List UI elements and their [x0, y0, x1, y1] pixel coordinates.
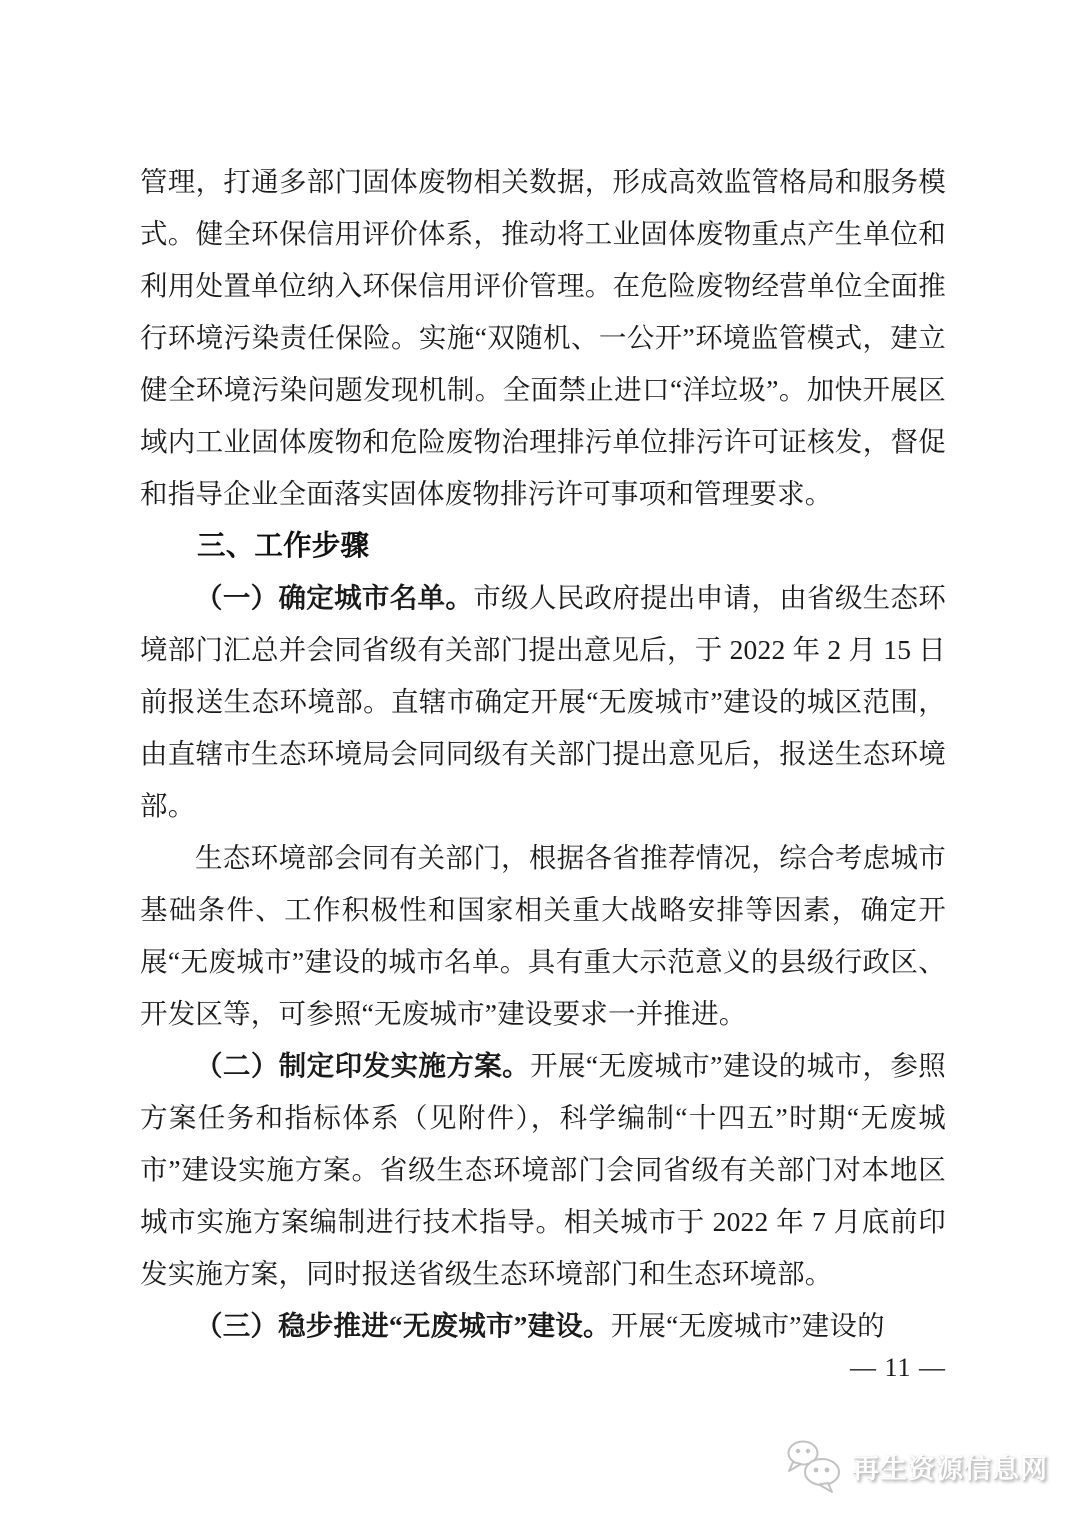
paragraph-3 [140, 1040, 946, 1300]
paragraph-1-text: 市级人民政府提出申请，由省级生态环境部门汇总并会同省级有关部门提出意见后，于 2022 年 2 月 15 日前报送生态环境部。直辖市确定开展“无废城市”建设的城区范围，由直辖市生态环境局会同同级有关部门提出意见后，报送生态环境部。 [140, 582, 947, 821]
paragraph-4-lead: （三）稳步推进“无废城市”建设。 [195, 1310, 611, 1341]
watermark [784, 1438, 1048, 1494]
paragraph-2-text: 生态环境部会同有关部门，根据各省推荐情况，综合考虑城市基础条件、工作积极性和国家相关重大战略安排等因素，确定开展“无废城市”建设的城市名单。具有重大示范意义的县级行政区、开发区等，可参照“无废城市”建设要求一并推进。 [140, 842, 946, 1029]
paragraph-continuation: 管理，打通多部门固体废物相关数据，形成高效监管格局和服务模式。健全环保信用评价体系，推动将工业固体废物重点产生单位和利用处置单位纳入环保信用评价管理。在危险废物经营单位全面推行环境污染责任保险。实施“双随机、一公开”环境监管模式，建立健全环境污染问题发现机制。全面禁止进口“洋垃圾”。加快开展区域内工业固体废物和危险废物治理排污单位排污许可证核发，督促和指导企业全面落实固体废物排污许可事项和管理要求。 [140, 166, 946, 509]
wechat-icon [784, 1438, 844, 1494]
paragraph-3-lead: （二）制定印发实施方案。 [195, 1050, 531, 1081]
paragraph-3-text: 开展“无废城市”建设的城市，参照方案任务和指标体系（见附件），科学编制“十四五”时期“无废城市”建设实施方案。省级生态环境部门会同省级有关部门对本地区城市实施方案编制进行技术指导。相关城市于 2022 年 7 月底前印发实施方案，同时报送省级生态环境部门和生态环境部。 [140, 1050, 946, 1289]
section-heading: 三、工作步骤 [197, 530, 370, 562]
text-block [140, 156, 946, 1352]
paragraph-1-lead: （一）确定城市名单。 [195, 582, 474, 613]
paragraph-1 [140, 572, 946, 832]
watermark-text: 再生资源信息网 [852, 1453, 1048, 1484]
page-number: — 11 — [849, 1353, 946, 1382]
paragraph-4-text: 开展“无废城市”建设的 [610, 1310, 885, 1341]
paragraph-2 [140, 832, 946, 1040]
paragraph-4 [140, 1300, 946, 1352]
